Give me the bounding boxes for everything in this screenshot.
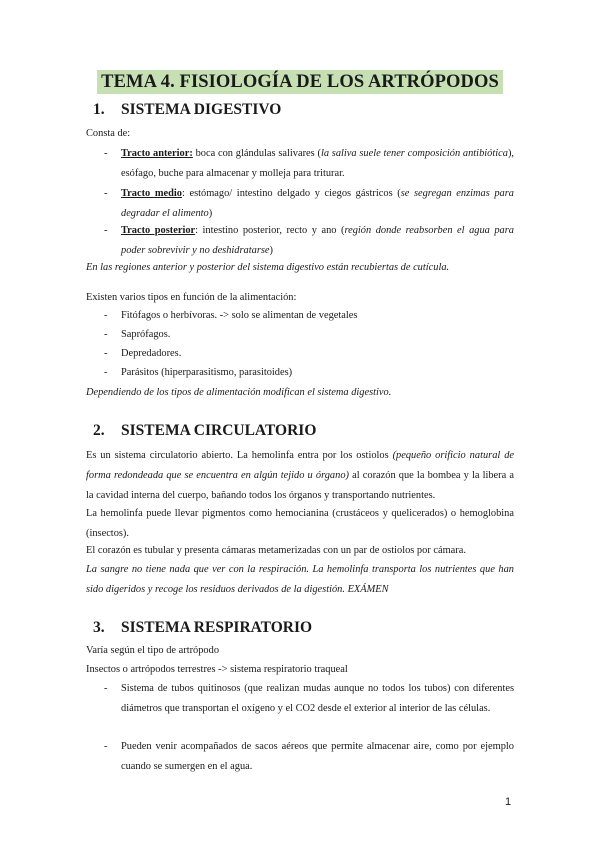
section-title: SISTEMA DIGESTIVO <box>121 101 282 118</box>
list-item: - Parásitos (hiperparasitismo, parasitoides) <box>104 367 293 378</box>
title-container <box>0 70 600 94</box>
item-label: Tracto posterior <box>121 225 196 236</box>
paragraph-types-intro: Existen varios tipos en función de la alimentación: <box>86 292 297 303</box>
section-number: 2. <box>93 422 105 439</box>
list-item: - Depredadores. <box>104 348 182 359</box>
item-label: Tracto medio <box>121 188 182 199</box>
section-number: 3. <box>93 619 105 636</box>
paragraph-circulatorio-3: El corazón es tubular y presenta cámaras metamerizadas con un par de ostiolos por cámara. <box>86 545 466 556</box>
page-title: TEMA 4. FISIOLOGÍA DE LOS ARTRÓPODOS <box>97 70 503 94</box>
list-item: - Tracto posterior: intestino posterior, recto y ano (región donde reabsorben el agua para poder sobrevivir y no deshidratarse) <box>104 225 514 256</box>
paragraph-circulatorio-4: La sangre no tiene nada que ver con la respiración. La hemolinfa transporta los nutrientes que han sido digeridos y recoge los residuos derivados de la digestión. EXÁMEN <box>86 564 514 595</box>
conclusion-digestivo: Dependiendo de los tipos de alimentación modifican el sistema digestivo. <box>86 387 392 398</box>
paragraph-circulatorio-2: La hemolinfa puede llevar pigmentos como hemocianina (crustáceos y quelicerados) o hemoglobina (insectos). <box>86 508 514 539</box>
paragraph-intro: Consta de: <box>86 128 131 139</box>
section-number: 1. <box>93 101 105 118</box>
paragraph-respiratorio-2: Insectos o artrópodos terrestres -> sistema respiratorio traqueal <box>86 664 348 675</box>
list-item: - Tracto medio: estómago/ intestino delgado y ciegos gástricos (se segregan enzimas para degradar el alimento) <box>104 188 514 219</box>
list-item: - Saprófagos. <box>104 329 171 340</box>
list-item: - Fitófagos o herbívoras. -> solo se alimentan de vegetales <box>104 310 358 321</box>
note-cuticula: En las regiones anterior y posterior del sistema digestivo están recubiertas de cutícula. <box>86 262 450 273</box>
section-title: SISTEMA CIRCULATORIO <box>121 422 317 439</box>
section-title: SISTEMA RESPIRATORIO <box>121 619 313 636</box>
section-heading-respiratorio <box>93 619 312 637</box>
list-item: - Pueden venir acompañados de sacos aéreos que permite almacenar aire, como por ejemplo cuando se sumergen en el agua. <box>104 741 514 772</box>
paragraph-circulatorio-1: Es un sistema circulatorio abierto. La hemolinfa entra por los ostiolos (pequeño orificio natural de forma redondeada que se encuentra en algún tejido u órgano) al corazón que la bombea y la libera a la cavidad interna del cuerpo, bañando todos los órganos y transportando nutrientes. <box>86 450 514 501</box>
list-item: - Tracto anterior: boca con glándulas salivares (la saliva suele tener composición antibiótica), esófago, buche para almacenar y molleja para triturar. <box>104 148 514 179</box>
list-item: - Sistema de tubos quitinosos (que realizan mudas aunque no todos los tubos) con diferentes diámetros que transportan el oxígeno y el CO2 desde el exterior al interior de las células. <box>104 683 514 714</box>
section-heading-digestivo <box>93 101 281 119</box>
page-number: 1 <box>505 796 512 808</box>
paragraph-respiratorio-1: Varía según el tipo de artrópodo <box>86 645 220 656</box>
section-heading-circulatorio <box>93 422 316 440</box>
item-label: Tracto anterior: <box>121 148 193 159</box>
